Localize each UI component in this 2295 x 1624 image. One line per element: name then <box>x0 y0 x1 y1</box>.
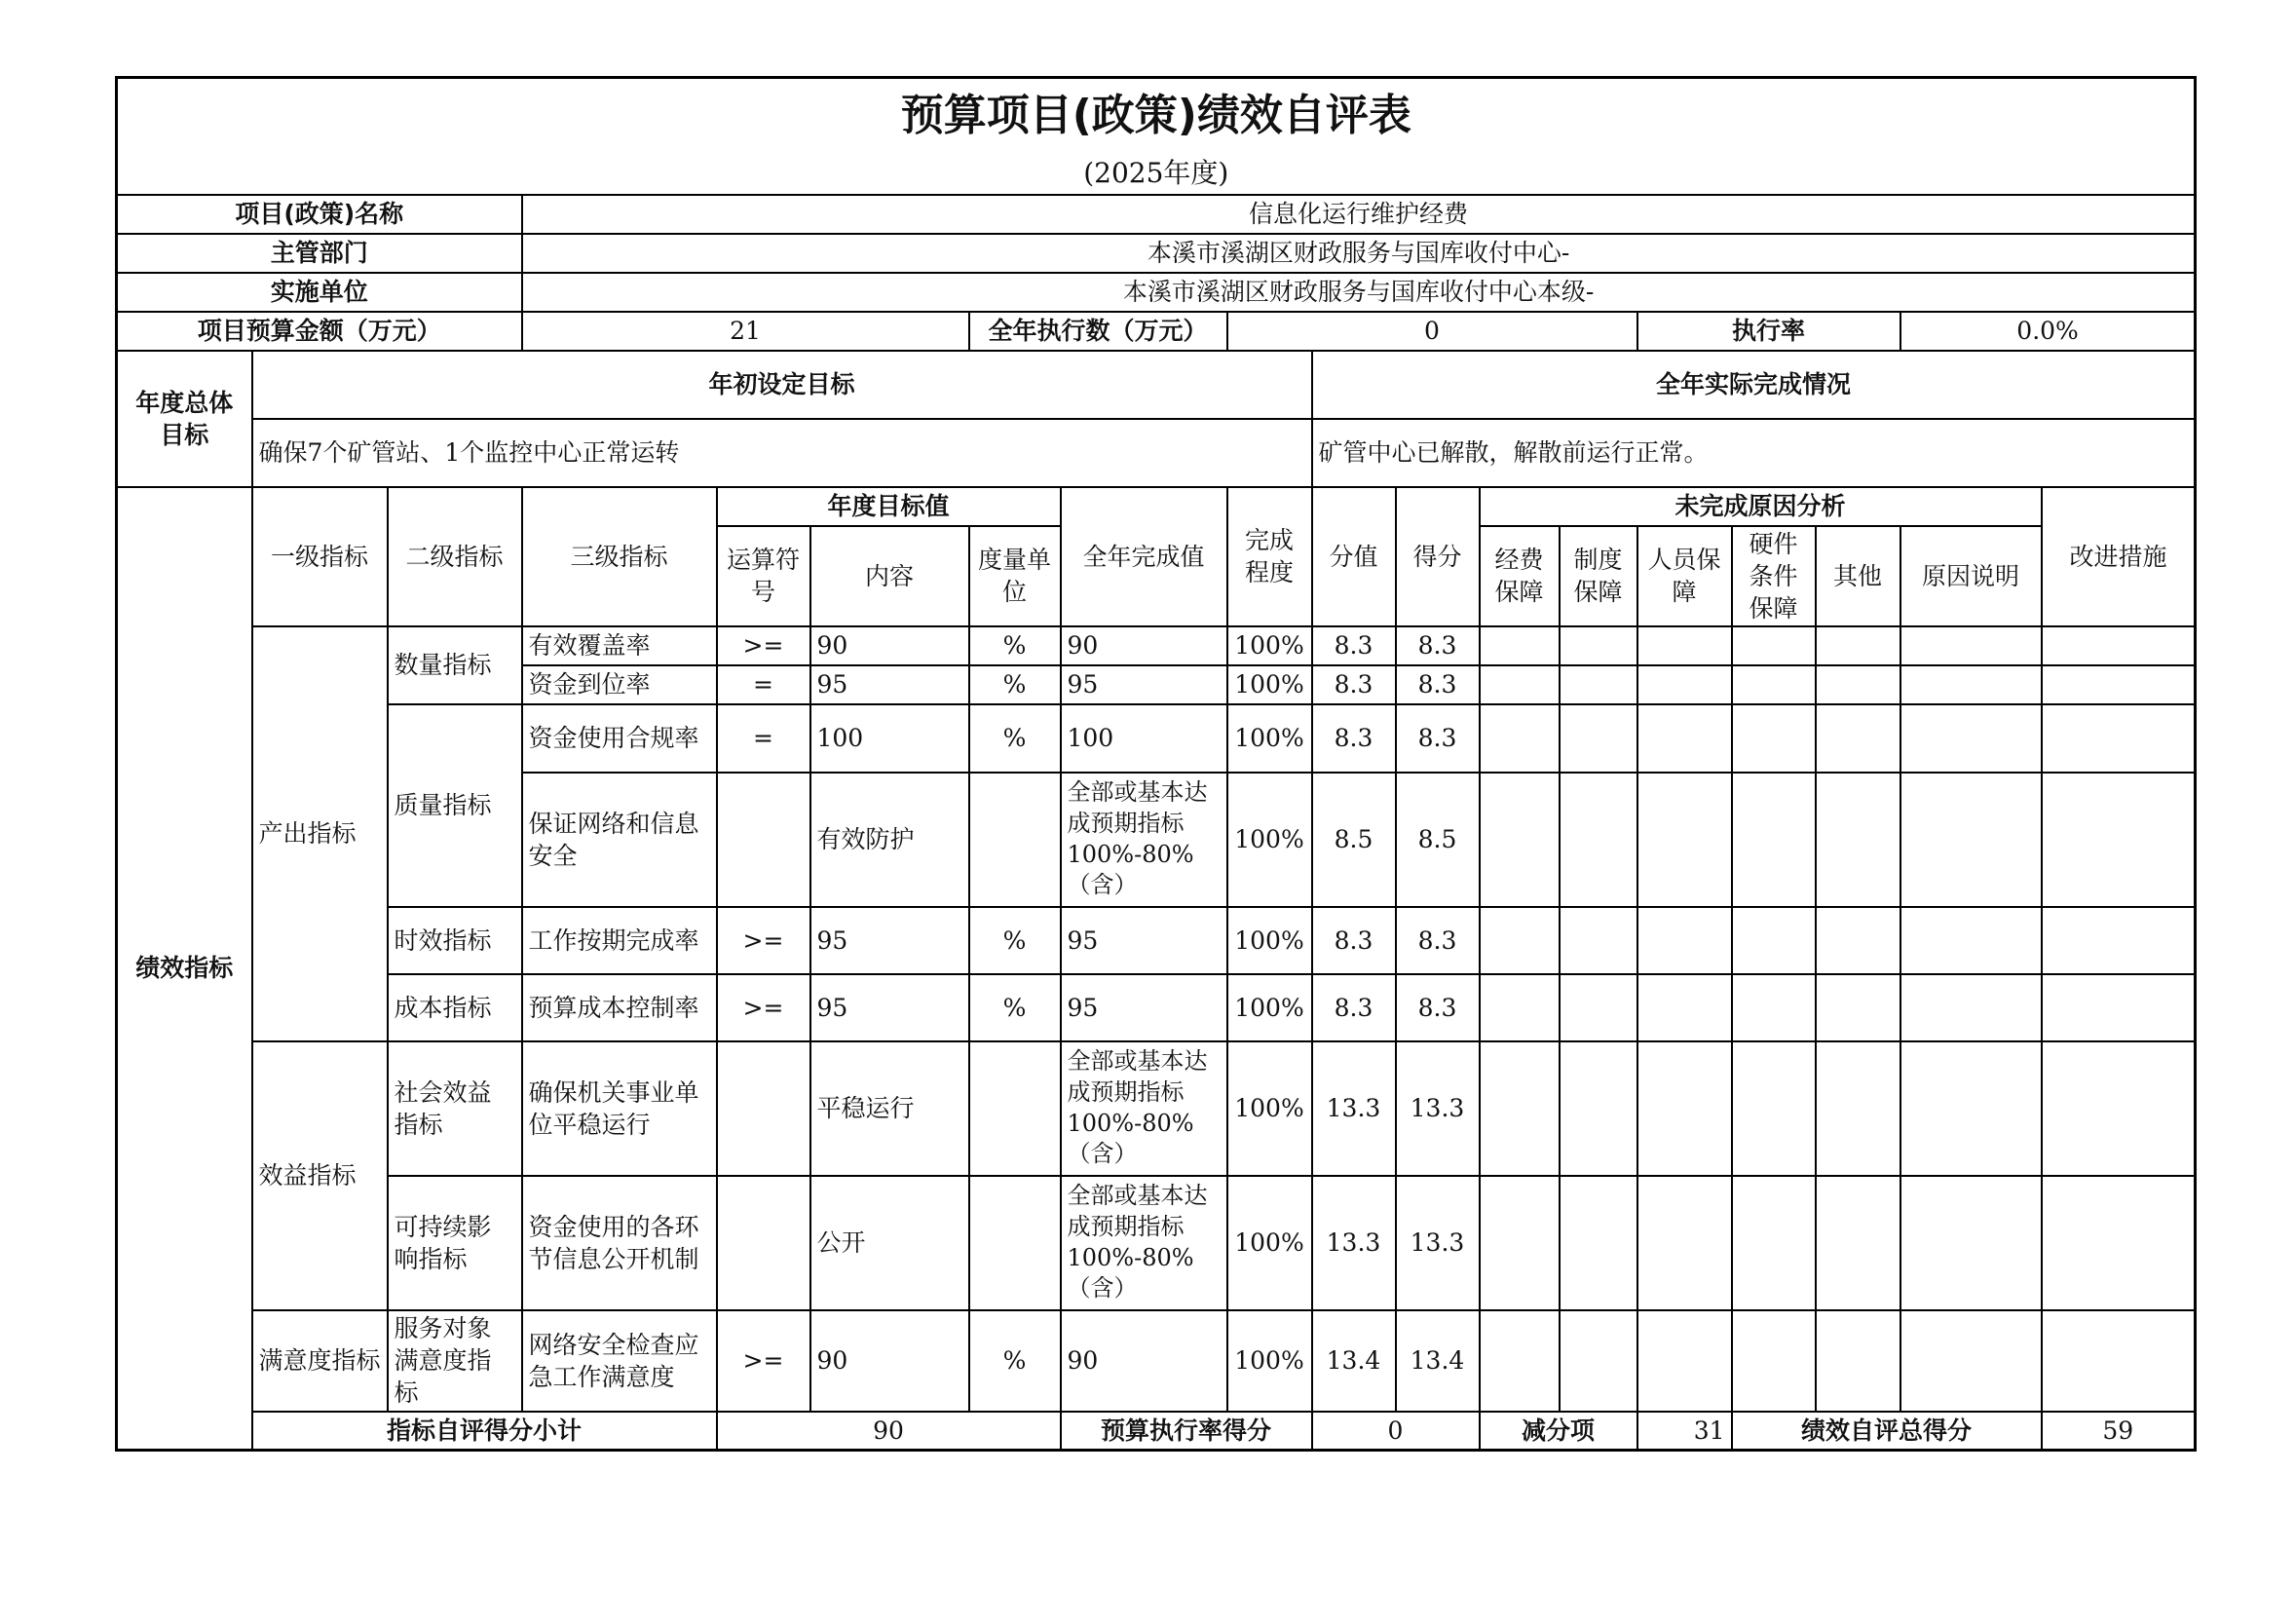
empty-cell <box>1480 773 1560 907</box>
indicator-operator: = <box>717 665 810 704</box>
indicator-content: 90 <box>810 626 969 665</box>
indicator-name: 工作按期完成率 <box>522 907 717 974</box>
indicator-operator <box>717 1041 810 1176</box>
indicator-score: 8.3 <box>1396 974 1480 1041</box>
benefit-indicator-group: 效益指标 <box>252 1041 388 1310</box>
indicator-unit <box>969 773 1061 907</box>
empty-cell <box>1637 1041 1732 1176</box>
indicator-name: 有效覆盖率 <box>522 626 717 665</box>
reason-fund-header: 经费保障 <box>1480 526 1560 626</box>
indicator-unit <box>969 1041 1061 1176</box>
empty-cell <box>1732 704 1816 773</box>
empty-cell <box>1816 773 1900 907</box>
indicator-operator <box>717 773 810 907</box>
empty-cell <box>1560 773 1637 907</box>
indicator-row <box>117 704 2196 773</box>
empty-cell <box>1732 1041 1816 1176</box>
empty-cell <box>1480 974 1560 1041</box>
level3-header: 三级指标 <box>522 487 717 626</box>
social-benefit-indicator-group: 社会效益指标 <box>388 1041 522 1176</box>
page-subtitle: (2025年度) <box>117 154 2196 195</box>
indicator-score: 8.3 <box>1396 665 1480 704</box>
evaluation-table <box>115 76 2197 1452</box>
service-satisfaction-indicator-group: 服务对象满意度指标 <box>388 1310 522 1412</box>
annual-execution-value: 0 <box>1227 312 1637 351</box>
output-indicator-group: 产出指标 <box>252 626 388 1041</box>
indicator-value: 13.4 <box>1312 1310 1396 1412</box>
department-value: 本溪市溪湖区财政服务与国库收付中心- <box>522 234 2196 273</box>
indicator-unit <box>969 1176 1061 1310</box>
indicator-actual: 95 <box>1061 974 1227 1041</box>
empty-cell <box>1816 1310 1900 1412</box>
reason-hardware-header: 硬件条件保障 <box>1732 526 1816 626</box>
indicator-degree: 100% <box>1227 626 1312 665</box>
indicator-content: 100 <box>810 704 969 773</box>
empty-cell <box>1816 626 1900 665</box>
improvement-header: 改进措施 <box>2042 487 2196 626</box>
empty-cell <box>1816 907 1900 974</box>
indicator-actual: 95 <box>1061 665 1227 704</box>
actual-completion-header: 全年实际完成情况 <box>1312 351 2196 419</box>
performance-indicators-label: 绩效指标 <box>117 487 252 1451</box>
indicator-operator: >= <box>717 907 810 974</box>
indicator-name: 确保机关事业单位平稳运行 <box>522 1041 717 1176</box>
empty-cell <box>1637 704 1732 773</box>
empty-cell <box>1732 665 1816 704</box>
budget-execution-score-value: 0 <box>1312 1412 1480 1451</box>
total-score-label: 绩效自评总得分 <box>1732 1412 2042 1451</box>
empty-cell <box>1480 1310 1560 1412</box>
deduction-value: 31 <box>1637 1412 1732 1451</box>
empty-cell <box>1637 907 1732 974</box>
indicator-unit: % <box>969 907 1061 974</box>
empty-cell <box>2042 704 2196 773</box>
level1-header: 一级指标 <box>252 487 388 626</box>
indicator-degree: 100% <box>1227 773 1312 907</box>
reason-note-header: 原因说明 <box>1900 526 2042 626</box>
project-name-value: 信息化运行维护经费 <box>522 195 2196 234</box>
satisfaction-indicator-group: 满意度指标 <box>252 1310 388 1412</box>
timeliness-indicator-group: 时效指标 <box>388 907 522 974</box>
empty-cell <box>1900 665 2042 704</box>
subtotal-label: 指标自评得分小计 <box>252 1412 717 1451</box>
annual-target-header: 年度目标值 <box>717 487 1061 526</box>
indicator-unit: % <box>969 626 1061 665</box>
empty-cell <box>1900 974 2042 1041</box>
indicator-actual: 90 <box>1061 626 1227 665</box>
indicator-row <box>117 907 2196 974</box>
indicator-value: 8.3 <box>1312 665 1396 704</box>
quality-indicator-group: 质量指标 <box>388 704 522 907</box>
evaluation-sheet <box>115 76 2194 1452</box>
indicator-value: 8.5 <box>1312 773 1396 907</box>
empty-cell <box>1560 974 1637 1041</box>
cost-indicator-group: 成本指标 <box>388 974 522 1041</box>
empty-cell <box>1480 626 1560 665</box>
indicator-name: 网络安全检查应急工作满意度 <box>522 1310 717 1412</box>
score-value-header: 分值 <box>1312 487 1396 626</box>
indicator-operator: >= <box>717 974 810 1041</box>
total-score-value: 59 <box>2042 1412 2196 1451</box>
indicator-operator: >= <box>717 1310 810 1412</box>
implementing-unit-value: 本溪市溪湖区财政服务与国库收付中心本级- <box>522 273 2196 312</box>
execution-rate-value: 0.0% <box>1900 312 2196 351</box>
indicator-value: 13.3 <box>1312 1176 1396 1310</box>
budget-execution-score-label: 预算执行率得分 <box>1061 1412 1312 1451</box>
empty-cell <box>1560 704 1637 773</box>
empty-cell <box>1900 1041 2042 1176</box>
sustainable-impact-indicator-group: 可持续影响指标 <box>388 1176 522 1310</box>
empty-cell <box>1637 773 1732 907</box>
empty-cell <box>1900 704 2042 773</box>
indicator-degree: 100% <box>1227 1176 1312 1310</box>
empty-cell <box>2042 1041 2196 1176</box>
indicator-score: 13.3 <box>1396 1041 1480 1176</box>
empty-cell <box>1732 626 1816 665</box>
empty-cell <box>1900 626 2042 665</box>
set-goal-text: 确保7个矿管站、1个监控中心正常运转 <box>252 419 1312 487</box>
indicator-unit: % <box>969 1310 1061 1412</box>
empty-cell <box>1732 1176 1816 1310</box>
indicator-content: 公开 <box>810 1176 969 1310</box>
budget-amount-label: 项目预算金额（万元） <box>117 312 522 351</box>
indicator-degree: 100% <box>1227 1041 1312 1176</box>
empty-cell <box>1480 704 1560 773</box>
indicator-score: 8.3 <box>1396 704 1480 773</box>
indicator-value: 13.3 <box>1312 1041 1396 1176</box>
empty-cell <box>1637 1176 1732 1310</box>
empty-cell <box>1816 1176 1900 1310</box>
empty-cell <box>1900 1310 2042 1412</box>
budget-amount-value: 21 <box>522 312 969 351</box>
actual-completion-text: 矿管中心已解散，解散前运行正常。 <box>1312 419 2196 487</box>
execution-rate-label: 执行率 <box>1637 312 1900 351</box>
indicator-value: 8.3 <box>1312 626 1396 665</box>
subtotal-value: 90 <box>717 1412 1061 1451</box>
empty-cell <box>1816 665 1900 704</box>
empty-cell <box>2042 665 2196 704</box>
indicator-unit: % <box>969 665 1061 704</box>
indicator-operator: >= <box>717 626 810 665</box>
indicator-actual: 90 <box>1061 1310 1227 1412</box>
indicator-value: 8.3 <box>1312 974 1396 1041</box>
empty-cell <box>2042 626 2196 665</box>
empty-cell <box>1560 907 1637 974</box>
indicator-actual: 100 <box>1061 704 1227 773</box>
reason-system-header: 制度保障 <box>1560 526 1637 626</box>
indicator-degree: 100% <box>1227 704 1312 773</box>
empty-cell <box>1480 1176 1560 1310</box>
indicator-score: 13.3 <box>1396 1176 1480 1310</box>
unit-header: 度量单位 <box>969 526 1061 626</box>
page-title: 预算项目(政策)绩效自评表 <box>117 78 2196 154</box>
indicator-unit: % <box>969 974 1061 1041</box>
empty-cell <box>1900 907 2042 974</box>
indicator-row <box>117 1176 2196 1310</box>
empty-cell <box>1560 626 1637 665</box>
empty-cell <box>1560 1176 1637 1310</box>
empty-cell <box>1637 974 1732 1041</box>
empty-cell <box>1816 974 1900 1041</box>
empty-cell <box>1732 974 1816 1041</box>
empty-cell <box>1560 1041 1637 1176</box>
indicator-actual: 95 <box>1061 907 1227 974</box>
empty-cell <box>1560 665 1637 704</box>
level2-header: 二级指标 <box>388 487 522 626</box>
deduction-label: 减分项 <box>1480 1412 1637 1451</box>
indicator-content: 90 <box>810 1310 969 1412</box>
empty-cell <box>2042 1176 2196 1310</box>
indicator-name: 资金使用合规率 <box>522 704 717 773</box>
score-header: 得分 <box>1396 487 1480 626</box>
quantity-indicator-group: 数量指标 <box>388 626 522 704</box>
empty-cell <box>1900 773 2042 907</box>
indicator-name: 保证网络和信息安全 <box>522 773 717 907</box>
indicator-row <box>117 626 2196 665</box>
annual-execution-label: 全年执行数（万元） <box>969 312 1227 351</box>
empty-cell <box>1637 1310 1732 1412</box>
indicator-actual: 全部或基本达成预期指标100%-80%（含） <box>1061 1041 1227 1176</box>
indicator-score: 8.3 <box>1396 907 1480 974</box>
indicator-name: 资金到位率 <box>522 665 717 704</box>
annual-actual-header: 全年完成值 <box>1061 487 1227 626</box>
indicator-degree: 100% <box>1227 974 1312 1041</box>
incomplete-reason-header: 未完成原因分析 <box>1480 487 2042 526</box>
indicator-name: 资金使用的各环节信息公开机制 <box>522 1176 717 1310</box>
empty-cell <box>1480 907 1560 974</box>
empty-cell <box>2042 1310 2196 1412</box>
empty-cell <box>1560 1310 1637 1412</box>
indicator-row <box>117 1041 2196 1176</box>
indicator-name: 预算成本控制率 <box>522 974 717 1041</box>
indicator-score: 8.3 <box>1396 626 1480 665</box>
indicator-row <box>117 1310 2196 1412</box>
indicator-operator: = <box>717 704 810 773</box>
indicator-score: 13.4 <box>1396 1310 1480 1412</box>
reason-staff-header: 人员保障 <box>1637 526 1732 626</box>
indicator-content: 平稳运行 <box>810 1041 969 1176</box>
indicator-actual: 全部或基本达成预期指标100%-80%（含） <box>1061 773 1227 907</box>
indicator-value: 8.3 <box>1312 907 1396 974</box>
indicator-content: 95 <box>810 974 969 1041</box>
indicator-content: 95 <box>810 665 969 704</box>
empty-cell <box>1816 704 1900 773</box>
empty-cell <box>1900 1176 2042 1310</box>
indicator-operator <box>717 1176 810 1310</box>
project-name-label: 项目(政策)名称 <box>117 195 522 234</box>
indicator-actual: 全部或基本达成预期指标100%-80%（含） <box>1061 1176 1227 1310</box>
empty-cell <box>1480 665 1560 704</box>
indicator-degree: 100% <box>1227 665 1312 704</box>
empty-cell <box>1637 626 1732 665</box>
empty-cell <box>2042 773 2196 907</box>
indicator-value: 8.3 <box>1312 704 1396 773</box>
content-header: 内容 <box>810 526 969 626</box>
indicator-row <box>117 974 2196 1041</box>
empty-cell <box>2042 907 2196 974</box>
indicator-content: 有效防护 <box>810 773 969 907</box>
reason-other-header: 其他 <box>1816 526 1900 626</box>
empty-cell <box>1732 773 1816 907</box>
indicator-content: 95 <box>810 907 969 974</box>
empty-cell <box>1637 665 1732 704</box>
completion-degree-header: 完成程度 <box>1227 487 1312 626</box>
department-label: 主管部门 <box>117 234 522 273</box>
empty-cell <box>1732 1310 1816 1412</box>
annual-goal-label: 年度总体目标 <box>117 351 252 487</box>
empty-cell <box>2042 974 2196 1041</box>
operator-header: 运算符号 <box>717 526 810 626</box>
empty-cell <box>1480 1041 1560 1176</box>
indicator-unit: % <box>969 704 1061 773</box>
indicator-degree: 100% <box>1227 1310 1312 1412</box>
indicator-score: 8.5 <box>1396 773 1480 907</box>
empty-cell <box>1816 1041 1900 1176</box>
indicator-degree: 100% <box>1227 907 1312 974</box>
set-goal-header: 年初设定目标 <box>252 351 1312 419</box>
implementing-unit-label: 实施单位 <box>117 273 522 312</box>
empty-cell <box>1732 907 1816 974</box>
